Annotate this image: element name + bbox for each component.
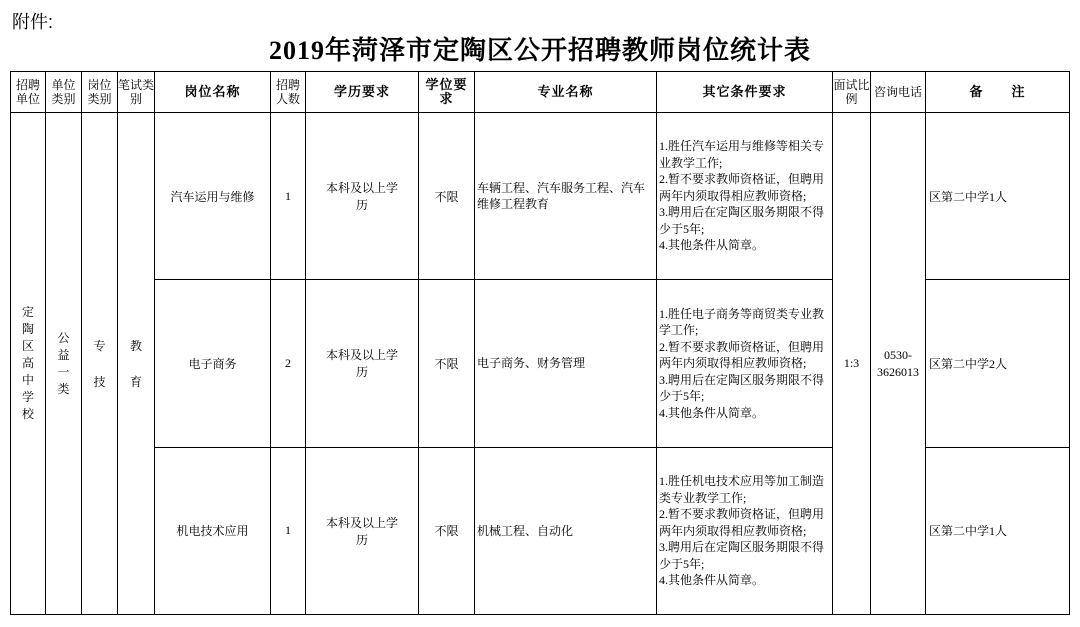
post-name-cell: 汽车运用与维修: [155, 113, 271, 280]
condition-item: 4.其他条件从简章。: [659, 573, 765, 588]
condition-item: 1.胜任汽车运用与维修等相关专业教学工作;: [659, 139, 825, 170]
exam-type-cell: [118, 113, 155, 615]
unit-type-cell: [46, 113, 82, 615]
header-degree: 学位要求: [419, 72, 475, 113]
condition-item: 1.胜任电子商务等商贸类专业教学工作;: [659, 306, 825, 338]
table-row: [11, 113, 1070, 280]
conditions-cell: [657, 280, 833, 447]
condition-item: 2.暂不要求教师资格证，但聘用两年内须取得相应教师资格;: [659, 507, 825, 538]
major-cell: 机械工程、自动化: [475, 447, 657, 614]
attachment-label: 附件:: [12, 12, 54, 32]
header-unit-type: 单位类别: [46, 72, 82, 113]
note-cell: 区第二中学2人: [926, 280, 1070, 447]
unit-text: 定陶区高中学校: [22, 305, 35, 421]
header-interview-ratio: 面试比例: [833, 72, 871, 113]
education-cell: 本科及以上学历: [306, 280, 419, 447]
interview-ratio-cell: 1:3: [833, 113, 871, 615]
education-cell: 本科及以上学历: [306, 113, 419, 280]
post-name-cell: 电子商务: [155, 280, 271, 447]
count-cell: 1: [271, 447, 306, 614]
header-count: 招聘人数: [271, 72, 306, 113]
recruitment-table: [10, 71, 1070, 615]
conditions-cell: [657, 447, 833, 614]
condition-item: 2.暂不要求教师资格证，但聘用两年内须取得相应教师资格;: [659, 172, 825, 203]
header-post-type: 岗位类别: [82, 72, 118, 113]
major-cell: 电子商务、财务管理: [475, 280, 657, 447]
condition-item: 2.暂不要求教师资格证，但聘用两年内须取得相应教师资格;: [659, 339, 825, 371]
condition-item: 3.聘用后在定陶区服务期限不得少于5年;: [659, 205, 825, 236]
condition-item: 4.其他条件从简章。: [659, 405, 765, 420]
condition-item: 3.聘用后在定陶区服务期限不得少于5年;: [659, 540, 825, 571]
header-exam-type: 笔试类别: [118, 72, 155, 113]
degree-cell: 不限: [419, 113, 475, 280]
header-note: 备 注: [926, 72, 1070, 113]
education-cell: 本科及以上学历: [306, 447, 419, 614]
unit-type-text: 公益一类: [57, 330, 70, 396]
condition-item: 3.聘用后在定陶区服务期限不得少于5年;: [659, 372, 825, 404]
header-post-name: 岗位名称: [155, 72, 271, 113]
header-education: 学历要求: [306, 72, 419, 113]
header-unit: 招聘单位: [11, 72, 46, 113]
phone-line-2: 3626013: [877, 364, 919, 379]
post-type-text: 专技: [93, 338, 106, 389]
conditions-cell: [657, 113, 833, 280]
header-row: [11, 72, 1070, 113]
degree-cell: 不限: [419, 280, 475, 447]
post-type-cell: [82, 113, 118, 615]
post-name-cell: 机电技术应用: [155, 447, 271, 614]
note-cell: 区第二中学1人: [926, 113, 1070, 280]
degree-cell: 不限: [419, 447, 475, 614]
condition-item: 4.其他条件从简章。: [659, 238, 765, 253]
unit-cell: [11, 113, 46, 615]
header-major: 专业名称: [475, 72, 657, 113]
condition-item: 1.胜任机电技术应用等加工制造类专业教学工作;: [659, 474, 825, 505]
major-cell: 车辆工程、汽车服务工程、汽车维修工程教育: [475, 113, 657, 280]
phone-cell: [871, 113, 926, 615]
note-cell: 区第二中学1人: [926, 447, 1070, 614]
count-cell: 1: [271, 113, 306, 280]
header-other: 其它条件要求: [657, 72, 833, 113]
exam-type-text: 教育: [130, 338, 143, 389]
header-phone: 咨询电话: [871, 72, 926, 113]
phone-line-1: 0530-: [884, 347, 912, 362]
count-cell: 2: [271, 280, 306, 447]
page-title: 2019年菏泽市定陶区公开招聘教师岗位统计表: [268, 36, 811, 65]
